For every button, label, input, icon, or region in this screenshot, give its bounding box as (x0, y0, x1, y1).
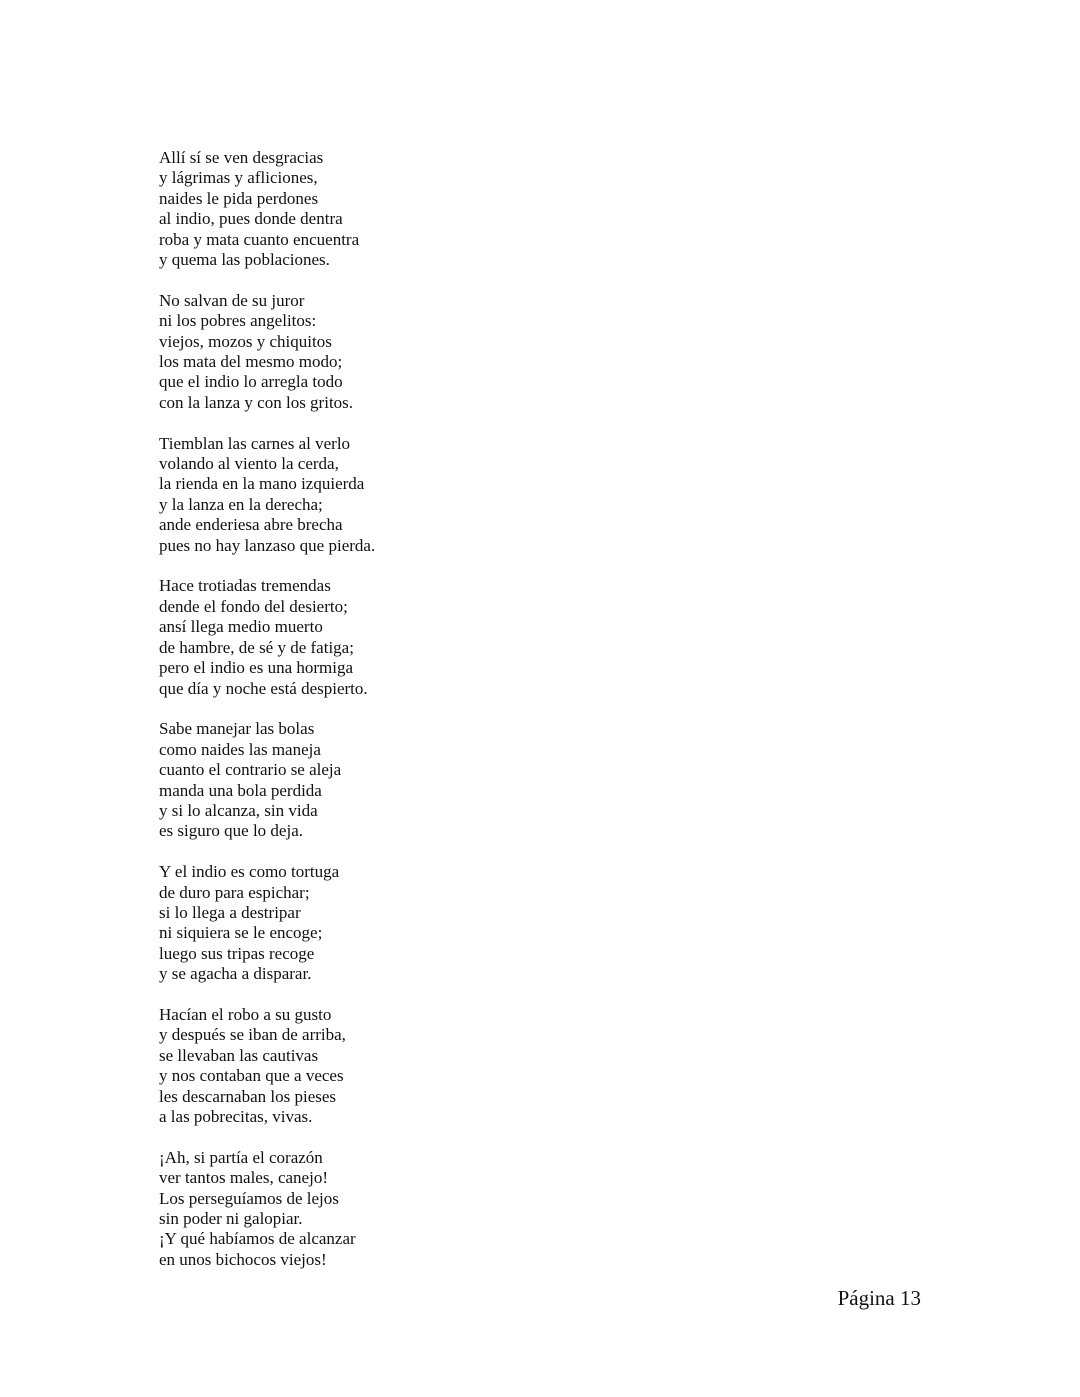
poem-line: pues no hay lanzaso que pierda. (159, 535, 376, 555)
poem-line: Hace trotiadas tremendas (159, 576, 331, 596)
poem-line: manda una bola perdida (159, 780, 322, 800)
poem-line: y la lanza en la derecha; (159, 494, 323, 514)
poem-line: la rienda en la mano izquierda (159, 474, 365, 494)
poem-line: ver tantos males, canejo! (159, 1168, 328, 1188)
poem-line: Los perseguíamos de lejos (159, 1188, 339, 1208)
poem-line: ansí llega medio muerto (159, 617, 323, 637)
poem-line: Hacían el robo a su gusto (159, 1004, 332, 1024)
poem-line: pero el indio es una hormiga (159, 658, 354, 678)
poem-line: ande enderiesa abre brecha (159, 515, 343, 535)
poem-line: Allí sí se ven desgracias (159, 148, 324, 167)
stanza (159, 291, 759, 413)
poem-line: y nos contaban que a veces (159, 1066, 344, 1086)
stanza (159, 1148, 759, 1270)
poem-line: y quema las poblaciones. (159, 250, 330, 270)
poem-line: cuanto el contrario se aleja (159, 760, 342, 780)
poem-line: y lágrimas y afliciones, (159, 168, 318, 188)
stanza (159, 862, 759, 984)
poem-line: volando al viento la cerda, (159, 454, 339, 474)
poem-line: en unos bichocos viejos! (159, 1249, 327, 1269)
poem-line: ¡Y qué habíamos de alcanzar (159, 1229, 356, 1249)
poem-line: a las pobrecitas, vivas. (159, 1107, 313, 1126)
poem-line: los mata del mesmo modo; (159, 352, 343, 372)
stanza (159, 148, 759, 270)
stanza (159, 576, 759, 698)
poem-line: ni los pobres angelitos: (159, 311, 317, 331)
poem-line: de duro para espichar; (159, 882, 310, 902)
poem-line: al indio, pues donde dentra (159, 209, 343, 229)
poem-line: y si lo alcanza, sin vida (159, 800, 318, 820)
page-number: Página 13 (837, 1286, 921, 1310)
poem-line: con la lanza y con los gritos. (159, 392, 354, 412)
stanza (159, 719, 759, 841)
poem-body (159, 148, 759, 1291)
poem-line: naides le pida perdones (159, 188, 319, 208)
poem-line: que el indio lo arregla todo (159, 372, 343, 392)
poem-line: dende el fondo del desierto; (159, 596, 348, 616)
poem-line: es siguro que lo deja. (159, 821, 303, 841)
poem-line: roba y mata cuanto encuentra (159, 229, 360, 249)
poem-line: luego sus tripas recoge (159, 943, 315, 963)
poem-line: si lo llega a destripar (159, 902, 301, 922)
poem-line: y se agacha a disparar. (159, 964, 312, 984)
poem-line: les descarnaban los pieses (159, 1086, 337, 1106)
poem-line: ni siquiera se le encoge; (159, 923, 323, 943)
poem-line: se llevaban las cautivas (159, 1045, 319, 1065)
poem-line: sin poder ni galopiar. (159, 1209, 303, 1229)
poem-line: que día y noche está despierto. (159, 678, 368, 698)
poem-line: y después se iban de arriba, (159, 1025, 346, 1045)
poem-line: como naides las maneja (159, 739, 321, 759)
stanza (159, 434, 759, 556)
poem-line: de hambre, de sé y de fatiga; (159, 637, 354, 657)
poem-line: Sabe manejar las bolas (159, 719, 315, 739)
poem-line: viejos, mozos y chiquitos (159, 331, 332, 351)
poem-line: Tiemblan las carnes al verlo (159, 433, 351, 453)
poem-line: ¡Ah, si partía el corazón (159, 1147, 323, 1167)
stanza (159, 1005, 759, 1127)
poem-line: No salvan de su juror (159, 290, 305, 310)
poem-line: Y el indio es como tortuga (159, 862, 340, 882)
